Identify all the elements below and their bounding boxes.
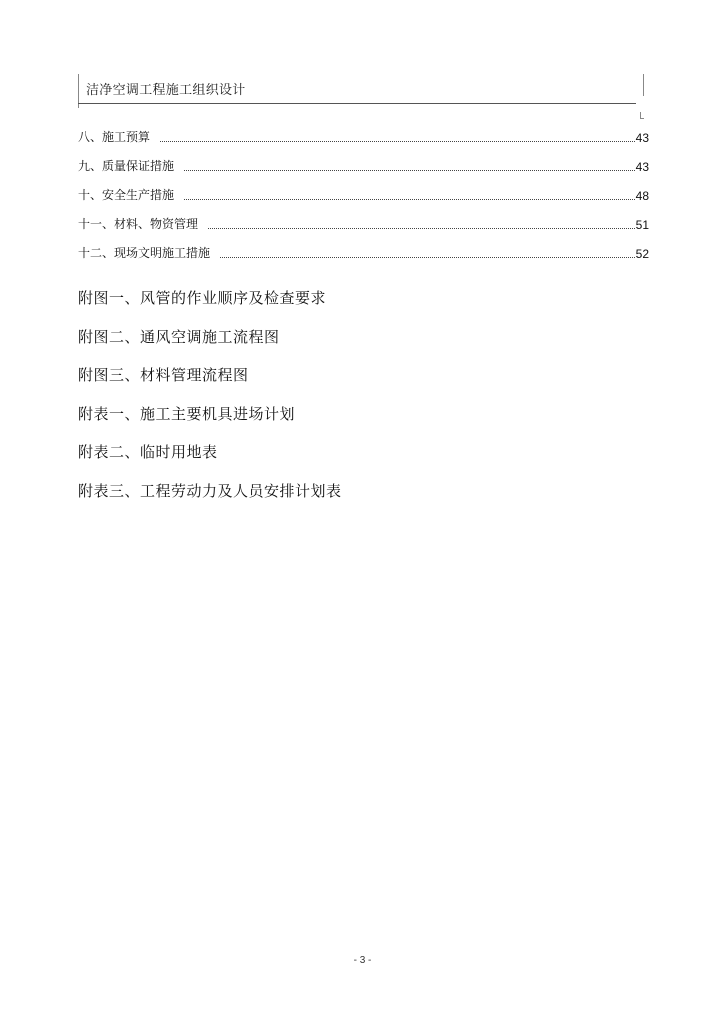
header-corner-right (643, 74, 644, 96)
toc-leader-dots (184, 169, 635, 171)
toc-leader-dots (184, 198, 635, 200)
toc-entry-page: 43 (635, 160, 649, 174)
toc-entry[interactable] (78, 203, 649, 232)
toc-entry-label: 十一、材料、物资管理 (78, 217, 199, 231)
toc-leader-dots (160, 140, 635, 142)
toc-entry[interactable] (78, 232, 649, 261)
appendix-item[interactable]: 附图一、风管的作业顺序及检查要求 (78, 289, 327, 307)
appendix-list (78, 284, 578, 515)
toc-entry[interactable] (78, 174, 649, 203)
toc-entry-label: 九、质量保证措施 (78, 159, 175, 173)
toc-entry-page: 52 (635, 247, 649, 261)
appendix-item[interactable]: 附图二、通风空调施工流程图 (78, 327, 280, 346)
toc-entry-page: 48 (635, 189, 649, 203)
appendix-item[interactable]: 附表二、临时用地表 (78, 443, 218, 461)
toc-leader-dots (220, 256, 635, 258)
toc-leader-dots (208, 227, 635, 229)
toc-entry-label: 十、安全生产措施 (78, 188, 175, 202)
header-title: 洁净空调工程施工组织设计 (86, 83, 246, 98)
toc-entry-page: 51 (635, 218, 649, 232)
page-header (78, 74, 644, 110)
toc-entry[interactable] (78, 145, 649, 174)
page-number: - 3 - (353, 955, 372, 966)
toc-entry-label: 八、施工预算 (78, 130, 151, 144)
header-rule (78, 103, 636, 104)
toc-entry[interactable] (78, 116, 649, 145)
appendix-item[interactable]: 附图三、材料管理流程图 (78, 366, 249, 384)
toc-entry-page: 43 (635, 131, 649, 145)
table-of-contents (78, 116, 649, 261)
toc-entry-label: 十二、现场文明施工措施 (78, 246, 211, 260)
appendix-item[interactable]: 附表一、施工主要机具进场计划 (78, 404, 296, 423)
appendix-item[interactable]: 附表三、工程劳动力及人员安排计划表 (78, 481, 342, 500)
